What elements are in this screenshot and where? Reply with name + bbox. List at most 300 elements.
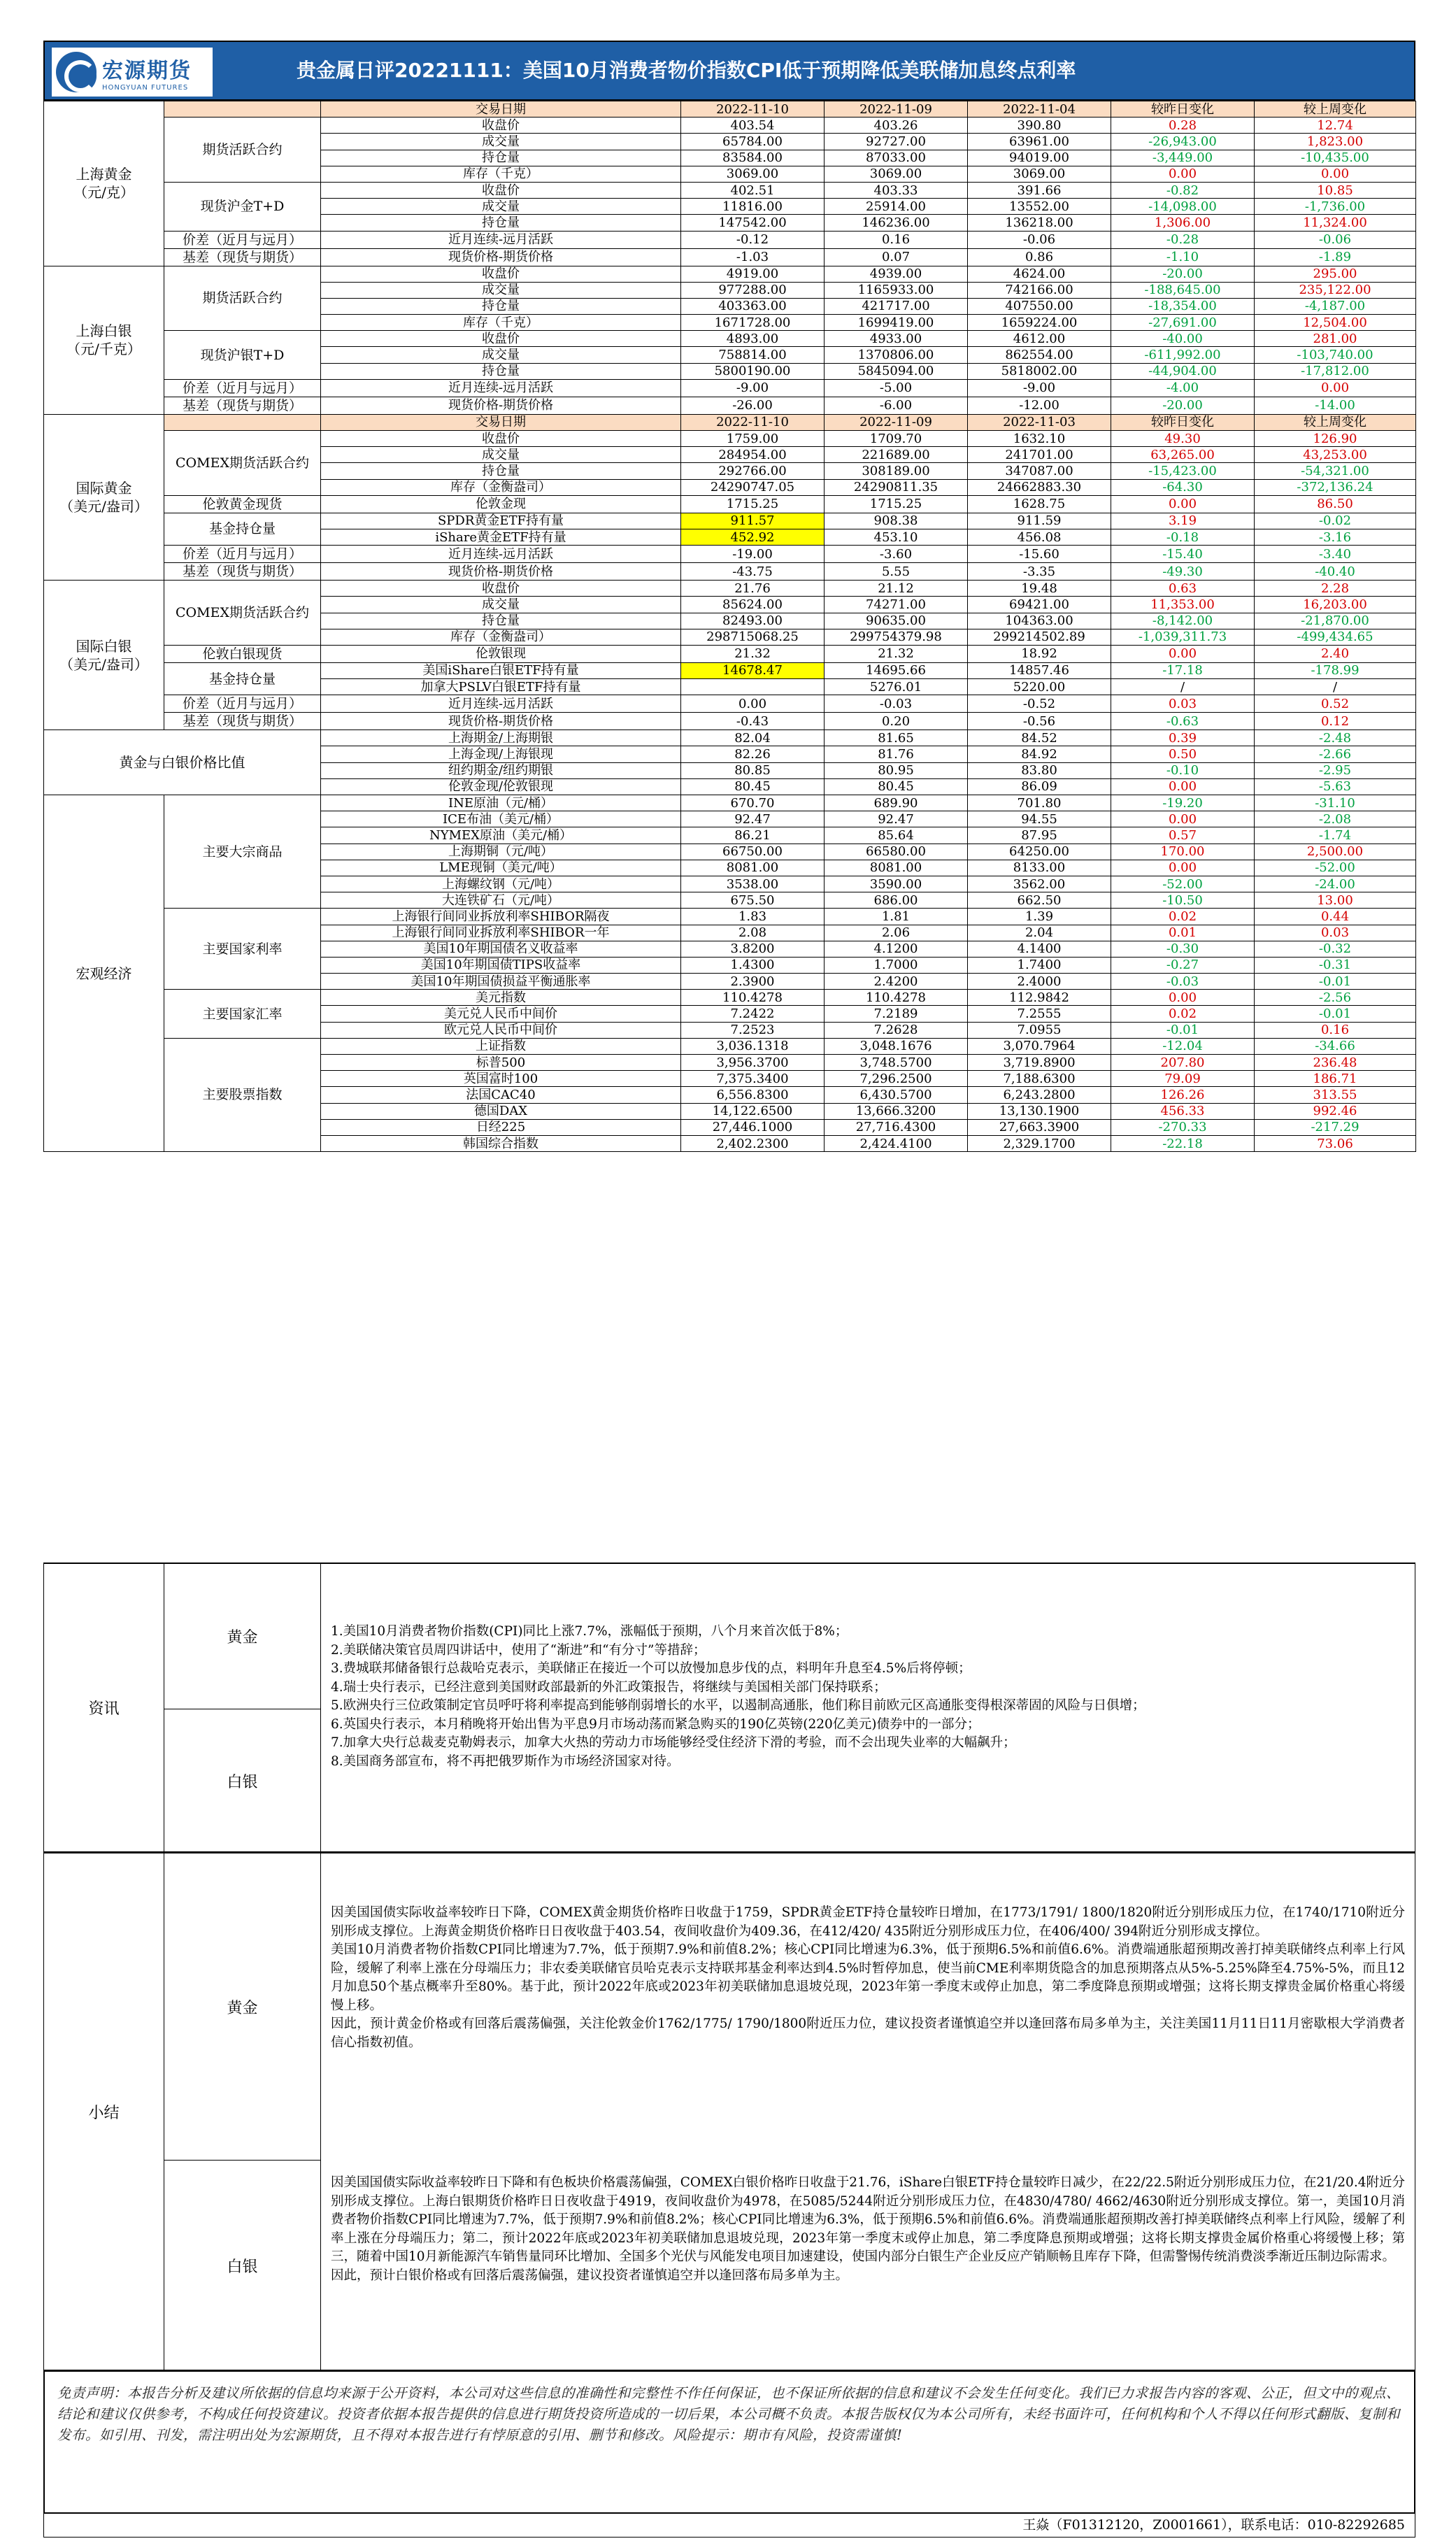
value-cell: 390.80 <box>968 118 1111 134</box>
header-cell: 较上周变化 <box>1255 414 1416 430</box>
header-cell: 较上周变化 <box>1255 101 1416 118</box>
value-cell: -0.02 <box>1255 513 1416 529</box>
value-cell: 104363.00 <box>968 613 1111 629</box>
metric-label: 大连铁矿石（元/吨） <box>321 892 681 909</box>
logo-text-cn: 宏源期货 <box>102 58 192 83</box>
value-cell: 284954.00 <box>681 447 825 463</box>
value-cell: 6,430.5700 <box>825 1087 968 1103</box>
metric-label: 上海银行间同业拆放利率SHIBOR隔夜 <box>321 909 681 925</box>
value-cell: 4939.00 <box>825 266 968 282</box>
metric-label: 德国DAX <box>321 1103 681 1119</box>
table-row <box>44 182 1416 198</box>
metric-label: 加拿大PSLV白银ETF持有量 <box>321 679 681 695</box>
metric-label: ICE布油（美元/桶） <box>321 811 681 827</box>
value-cell: 0.39 <box>1111 730 1255 746</box>
sub-label: 价差（近月与远月） <box>164 231 321 248</box>
value-cell: -3.35 <box>968 563 1111 581</box>
value-cell: 0.00 <box>1255 379 1416 397</box>
table-row <box>44 248 1416 266</box>
report-page <box>43 41 1415 2538</box>
value-cell: 4624.00 <box>968 266 1111 282</box>
value-cell: 0.86 <box>968 248 1111 266</box>
news-item: 7.加拿大央行总裁麦克勒姆表示，加拿大火热的劳动力市场能够经受住经济下滑的考验，而不会出现失业率的大幅飙升； <box>331 1735 1016 1750</box>
value-cell: 8133.00 <box>968 860 1111 876</box>
table-row <box>44 695 1416 713</box>
value-cell: -0.10 <box>1111 762 1255 778</box>
value-cell: -0.03 <box>825 695 968 713</box>
value-cell: -12.04 <box>1111 1038 1255 1054</box>
value-cell: -1.89 <box>1255 248 1416 266</box>
value-cell: -34.66 <box>1255 1038 1416 1054</box>
value-cell: 7.2189 <box>825 1006 968 1022</box>
summary-paragraph: 因此，预计黄金价格或有回落后震荡偏强，关注伦敦金价1762/1775/ 1790/1800附近压力位，建议投资者谨慎追空并以逢回落布局多单为主，关注美国11月11日11月密歇根大学消费者信心指数初值。 <box>331 2016 1405 2050</box>
value-cell: -9.00 <box>968 379 1111 397</box>
value-cell: 3069.00 <box>681 166 825 182</box>
table-row <box>44 513 1416 529</box>
news-item: 6.英国央行表示，本月稍晚将开始出售为平息9月市场动荡而紧急购买的190亿英镑(220亿美元)债券中的一部分； <box>331 1716 980 1732</box>
value-cell: 0.00 <box>1111 860 1255 876</box>
value-cell: 3,048.1676 <box>825 1038 968 1054</box>
value-cell: 292766.00 <box>681 463 825 479</box>
value-cell: 82493.00 <box>681 613 825 629</box>
metric-label: 持仓量 <box>321 613 681 629</box>
value-cell: 407550.00 <box>968 298 1111 314</box>
metric-label: 韩国综合指数 <box>321 1135 681 1151</box>
value-cell: 21.32 <box>681 645 825 662</box>
value-cell: 146236.00 <box>825 215 968 231</box>
value-cell: 403.26 <box>825 118 968 134</box>
value-cell: 1,823.00 <box>1255 134 1416 150</box>
value-cell: 421717.00 <box>825 298 968 314</box>
value-cell: 12.74 <box>1255 118 1416 134</box>
value-cell: 13552.00 <box>968 199 1111 215</box>
value-cell: -3.60 <box>825 546 968 563</box>
metric-label: 现货价格-期货价格 <box>321 248 681 266</box>
value-cell: 11816.00 <box>681 199 825 215</box>
value-cell: 0.44 <box>1255 909 1416 925</box>
metric-label: 持仓量 <box>321 363 681 379</box>
value-cell: -20.00 <box>1111 266 1255 282</box>
value-cell: 83584.00 <box>681 150 825 166</box>
metric-label: 持仓量 <box>321 298 681 314</box>
value-cell: 4.1400 <box>968 941 1111 957</box>
value-cell: 2,402.2300 <box>681 1135 825 1151</box>
value-cell: -10,435.00 <box>1255 150 1416 166</box>
metric-label: iShare黄金ETF持有量 <box>321 529 681 545</box>
value-cell: 0.00 <box>1111 778 1255 795</box>
value-cell: 21.76 <box>681 581 825 597</box>
value-cell: -0.30 <box>1111 941 1255 957</box>
company-logo <box>52 48 213 97</box>
metric-label: 成交量 <box>321 597 681 613</box>
logo-text-en: HONGYUAN FUTURES <box>102 83 189 92</box>
value-cell: 3069.00 <box>825 166 968 182</box>
sub-label: 基金持仓量 <box>164 513 321 545</box>
sub-label: 伦敦白银现货 <box>164 645 321 662</box>
value-cell: 69421.00 <box>968 597 1111 613</box>
sub-label: 现货沪银T+D <box>164 331 321 380</box>
value-cell: 7.2422 <box>681 1006 825 1022</box>
value-cell: -14.00 <box>1255 397 1416 414</box>
value-cell: -0.01 <box>1255 974 1416 990</box>
news-item: 3.费城联邦储备银行总裁哈克表示，美联储正在接近一个可以放慢加息步伐的点，料明年升息至4.5%后将停顿； <box>331 1661 971 1676</box>
value-cell: -15.40 <box>1111 546 1255 563</box>
value-cell: 3069.00 <box>968 166 1111 182</box>
value-cell: 4919.00 <box>681 266 825 282</box>
metric-label: 收盘价 <box>321 581 681 597</box>
value-cell: 92727.00 <box>825 134 968 150</box>
metric-label: 近月连续-远月活跃 <box>321 695 681 713</box>
value-cell: 1699419.00 <box>825 315 968 331</box>
news-silver-label: 白银 <box>164 1709 321 1853</box>
value-cell: 27,716.4300 <box>825 1119 968 1135</box>
news-item: 5.欧洲央行三位政策制定官员呼吁将利率提高到能够削弱增长的水平，以遏制高通胀，他们称目前欧元区高通胀变得根深蒂固的风险与日俱增； <box>331 1698 1145 1713</box>
value-cell: -0.56 <box>968 713 1111 730</box>
value-cell: 13,666.3200 <box>825 1103 968 1119</box>
table-row <box>44 990 1416 1006</box>
metric-label: 收盘价 <box>321 431 681 447</box>
value-cell: 63,265.00 <box>1111 447 1255 463</box>
value-cell: -64.30 <box>1111 479 1255 495</box>
value-cell: -0.82 <box>1111 182 1255 198</box>
value-cell: -26.00 <box>681 397 825 414</box>
value-cell: 1165933.00 <box>825 282 968 298</box>
group-label: 国际黄金 （美元/盎司） <box>44 414 164 580</box>
value-cell: -54,321.00 <box>1255 463 1416 479</box>
summary-paragraph: 因此，预计白银价格或有回落后震荡偏强，建议投资者谨慎追空并以逢回落布局多单为主。 <box>331 2268 849 2283</box>
value-cell: / <box>1111 679 1255 695</box>
value-cell: 24662883.30 <box>968 479 1111 495</box>
sub-label: 主要国家利率 <box>164 909 321 990</box>
value-cell: 80.45 <box>681 778 825 795</box>
value-cell: 3562.00 <box>968 876 1111 892</box>
value-cell: 1659224.00 <box>968 315 1111 331</box>
value-cell: 5845094.00 <box>825 363 968 379</box>
value-cell: -2.66 <box>1255 746 1416 762</box>
value-cell: 27,663.3900 <box>968 1119 1111 1135</box>
value-cell: 908.38 <box>825 513 968 529</box>
table-row <box>44 581 1416 597</box>
summary-paragraph: 因美国国债实际收益率较昨日下降，COMEX黄金期货价格昨日收盘于1759，SPDR黄金ETF持仓量较昨日增加，在1773/1791/ 1800/1820附近分别形成压力位，在1740/1710附近分别形成支撑位。上海黄金期货价格昨日日夜收盘于403.54，夜间收盘价为409.36，在412/420/ 435附近分别形成压力位，在406/400/ 394附近分别形成支撑位。 <box>331 1905 1405 1939</box>
group-label: 上海白银 （元/千克） <box>44 266 164 414</box>
value-cell: 1.7400 <box>968 957 1111 973</box>
value-cell: 14678.47 <box>681 662 825 678</box>
value-cell: 63961.00 <box>968 134 1111 150</box>
table-row <box>44 266 1416 282</box>
sub-label: 价差（近月与远月） <box>164 695 321 713</box>
metric-label: 上海金现/上海银现 <box>321 746 681 762</box>
value-cell: 5800190.00 <box>681 363 825 379</box>
value-cell: 7,188.6300 <box>968 1071 1111 1087</box>
value-cell: 7.0955 <box>968 1022 1111 1038</box>
value-cell: 87.95 <box>968 827 1111 844</box>
value-cell: 402.51 <box>681 182 825 198</box>
value-cell: 911.57 <box>681 513 825 529</box>
value-cell: -15,423.00 <box>1111 463 1255 479</box>
value-cell: 65784.00 <box>681 134 825 150</box>
value-cell: -178.99 <box>1255 662 1416 678</box>
value-cell: 675.50 <box>681 892 825 909</box>
value-cell: -19.20 <box>1111 795 1255 811</box>
value-cell: 12,504.00 <box>1255 315 1416 331</box>
header-cell: 2022-11-03 <box>968 414 1111 430</box>
market-data-table-wrapper <box>43 101 1415 1152</box>
value-cell: 11,324.00 <box>1255 215 1416 231</box>
value-cell: 0.12 <box>1255 713 1416 730</box>
value-cell: 1709.70 <box>825 431 968 447</box>
value-cell: 21.12 <box>825 581 968 597</box>
value-cell: 0.16 <box>1255 1022 1416 1038</box>
value-cell: -40.40 <box>1255 563 1416 581</box>
value-cell: 110.4278 <box>825 990 968 1006</box>
value-cell: 3,956.3700 <box>681 1055 825 1071</box>
value-cell: -0.31 <box>1255 957 1416 973</box>
value-cell: -372,136.24 <box>1255 479 1416 495</box>
value-cell: -52.00 <box>1255 860 1416 876</box>
value-cell: -18,354.00 <box>1111 298 1255 314</box>
value-cell: 24290811.35 <box>825 479 968 495</box>
metric-label: 纽约期金/纽约期银 <box>321 762 681 778</box>
table-row <box>44 331 1416 347</box>
value-cell: -0.06 <box>1255 231 1416 248</box>
metric-label: NYMEX原油（美元/桶） <box>321 827 681 844</box>
value-cell: -6.00 <box>825 397 968 414</box>
value-cell: 84.52 <box>968 730 1111 746</box>
summary-paragraph: 美国10月消费者物价指数CPI同比增速为7.7%，低于预期7.9%和前值8.2%；核心CPI同比增速为6.3%，低于预期6.5%和前值6.6%。消费端通胀超预期改善打掉美联储终点利率上行风险，缓解了利率上涨在分母端压力；非农委美联储官员哈克表示支持联邦基金利率达到4.5%时暂停加息，使当前CME利率期货隐含的加息预期落点从5%-5.25%降至4.75%-5%，而且12月加息50个基点概率升至80%。基于此，预计2022年底或2023年初美联储加息退坡兑现，2023年第一季度末或停止加息，第二季度降息预期或增强；这将长期支撑贵金属价格重心将缓慢上移。 <box>331 1942 1405 2013</box>
value-cell: 2.04 <box>968 925 1111 941</box>
sub-label: 价差（近月与远月） <box>164 546 321 563</box>
value-cell: 86.21 <box>681 827 825 844</box>
sub-label: 基金持仓量 <box>164 662 321 695</box>
value-cell: 662.50 <box>968 892 1111 909</box>
value-cell: 85.64 <box>825 827 968 844</box>
value-cell: 689.90 <box>825 795 968 811</box>
value-cell: 81.76 <box>825 746 968 762</box>
value-cell: -0.63 <box>1111 713 1255 730</box>
value-cell: 2.4000 <box>968 974 1111 990</box>
value-cell: -0.43 <box>681 713 825 730</box>
value-cell: 911.59 <box>968 513 1111 529</box>
metric-label: 伦敦金现/伦敦银现 <box>321 778 681 795</box>
value-cell: -5.00 <box>825 379 968 397</box>
value-cell: -1.74 <box>1255 827 1416 844</box>
value-cell: 391.66 <box>968 182 1111 198</box>
value-cell: 87033.00 <box>825 150 968 166</box>
value-cell: 3,070.7964 <box>968 1038 1111 1054</box>
summary-silver-text <box>331 2174 1405 2285</box>
value-cell: -0.06 <box>968 231 1111 248</box>
value-cell: -24.00 <box>1255 876 1416 892</box>
value-cell: 0.03 <box>1255 925 1416 941</box>
sub-label: 基差（现货与期货） <box>164 248 321 266</box>
sub-label: 伦敦黄金现货 <box>164 495 321 513</box>
value-cell: 11,353.00 <box>1111 597 1255 613</box>
metric-label: 近月连续-远月活跃 <box>321 379 681 397</box>
sub-label: 现货沪金T+D <box>164 182 321 231</box>
value-cell: 14695.66 <box>825 662 968 678</box>
value-cell: -44,904.00 <box>1111 363 1255 379</box>
header-cell: 交易日期 <box>321 414 681 430</box>
analyst-contact: 王焱（F01312120，Z0001661），联系电话：010-82292685 <box>43 2514 1415 2538</box>
value-cell: -31.10 <box>1255 795 1416 811</box>
value-cell: -4.00 <box>1111 379 1255 397</box>
table-row <box>44 431 1416 447</box>
value-cell: 1715.25 <box>825 495 968 513</box>
value-cell: -17,812.00 <box>1255 363 1416 379</box>
value-cell: 49.30 <box>1111 431 1255 447</box>
metric-label: 美国iShare白银ETF持有量 <box>321 662 681 678</box>
value-cell: 0.07 <box>825 248 968 266</box>
value-cell: 94.55 <box>968 811 1111 827</box>
value-cell: 82.04 <box>681 730 825 746</box>
value-cell: 347087.00 <box>968 463 1111 479</box>
value-cell: 10.85 <box>1255 182 1416 198</box>
metric-label: 上海期铜（元/吨） <box>321 844 681 860</box>
value-cell: 403.33 <box>825 182 968 198</box>
summary-label: 小结 <box>44 1853 164 2370</box>
metric-label: 标普500 <box>321 1055 681 1071</box>
metric-label: 现货价格-期货价格 <box>321 563 681 581</box>
value-cell: 16,203.00 <box>1255 597 1416 613</box>
value-cell: -20.00 <box>1111 397 1255 414</box>
value-cell: 5276.01 <box>825 679 968 695</box>
value-cell: 236.48 <box>1255 1055 1416 1071</box>
sub-label: COMEX期货活跃合约 <box>164 431 321 496</box>
value-cell: -2.08 <box>1255 811 1416 827</box>
value-cell: 670.70 <box>681 795 825 811</box>
value-cell: 92.47 <box>681 811 825 827</box>
summary-silver-label: 白银 <box>164 2160 321 2372</box>
metric-label: 库存（千克） <box>321 166 681 182</box>
value-cell: 2.4200 <box>825 974 968 990</box>
table-row <box>44 495 1416 513</box>
value-cell: -3.16 <box>1255 529 1416 545</box>
table-row <box>44 231 1416 248</box>
value-cell: 0.52 <box>1255 695 1416 713</box>
value-cell: -0.28 <box>1111 231 1255 248</box>
value-cell <box>681 679 825 695</box>
value-cell: 742166.00 <box>968 282 1111 298</box>
value-cell: 84.92 <box>968 746 1111 762</box>
value-cell: 7.2628 <box>825 1022 968 1038</box>
value-cell: -3.40 <box>1255 546 1416 563</box>
group-label: 黄金与白银价格比值 <box>44 730 321 795</box>
table-row <box>44 909 1416 925</box>
metric-label: 美元兑人民币中间价 <box>321 1006 681 1022</box>
table-header-row <box>44 414 1416 430</box>
value-cell: 0.00 <box>1111 811 1255 827</box>
sub-label: 期货活跃合约 <box>164 118 321 183</box>
value-cell: 0.00 <box>1255 166 1416 182</box>
value-cell: 90635.00 <box>825 613 968 629</box>
sub-label: 基差（现货与期货） <box>164 563 321 581</box>
metric-label: 成交量 <box>321 282 681 298</box>
value-cell: -2.56 <box>1255 990 1416 1006</box>
value-cell: 80.95 <box>825 762 968 778</box>
value-cell: 8081.00 <box>681 860 825 876</box>
value-cell: 110.4278 <box>681 990 825 1006</box>
sub-label: 主要国家汇率 <box>164 990 321 1039</box>
sub-label: 基差（现货与期货） <box>164 713 321 730</box>
value-cell: 79.09 <box>1111 1071 1255 1087</box>
value-cell: 82.26 <box>681 746 825 762</box>
value-cell: -10.50 <box>1111 892 1255 909</box>
value-cell: 452.92 <box>681 529 825 545</box>
value-cell: -14,098.00 <box>1111 199 1255 215</box>
metric-label: 近月连续-远月活跃 <box>321 231 681 248</box>
value-cell: 3,719.8900 <box>968 1055 1111 1071</box>
value-cell: 74271.00 <box>825 597 968 613</box>
value-cell: 0.50 <box>1111 746 1255 762</box>
group-label: 国际白银 （美元/盎司） <box>44 581 164 730</box>
value-cell: -5.63 <box>1255 778 1416 795</box>
value-cell: 86.09 <box>968 778 1111 795</box>
value-cell: 8081.00 <box>825 860 968 876</box>
value-cell: 83.80 <box>968 762 1111 778</box>
value-cell: -0.03 <box>1111 974 1255 990</box>
value-cell: 3,748.5700 <box>825 1055 968 1071</box>
value-cell: 281.00 <box>1255 331 1416 347</box>
metric-label: 现货价格-期货价格 <box>321 397 681 414</box>
value-cell: -3,449.00 <box>1111 150 1255 166</box>
value-cell: 2.28 <box>1255 581 1416 597</box>
metric-label: 持仓量 <box>321 215 681 231</box>
value-cell: 6,243.2800 <box>968 1087 1111 1103</box>
news-item: 2.美联储决策官员周四讲话中，使用了“渐进”和“有分寸”等措辞； <box>331 1642 706 1658</box>
value-cell: -0.01 <box>1255 1006 1416 1022</box>
metric-label: 库存（千克） <box>321 315 681 331</box>
metric-label: SPDR黄金ETF持有量 <box>321 513 681 529</box>
metric-label: 成交量 <box>321 347 681 363</box>
metric-label: 成交量 <box>321 447 681 463</box>
metric-label: 库存（金衡盎司） <box>321 629 681 645</box>
value-cell: 7.2523 <box>681 1022 825 1038</box>
header-cell: 较昨日变化 <box>1111 101 1255 118</box>
value-cell: 313.55 <box>1255 1087 1416 1103</box>
header-cell: 2022-11-09 <box>825 101 968 118</box>
value-cell: 1628.75 <box>968 495 1111 513</box>
table-row <box>44 1038 1416 1054</box>
value-cell: 403363.00 <box>681 298 825 314</box>
value-cell: 2.40 <box>1255 645 1416 662</box>
group-label: 宏观经济 <box>44 795 164 1152</box>
metric-label: 库存（金衡盎司） <box>321 479 681 495</box>
value-cell: 43,253.00 <box>1255 447 1416 463</box>
value-cell: -17.18 <box>1111 662 1255 678</box>
header-cell: 2022-11-10 <box>681 414 825 430</box>
value-cell: -0.52 <box>968 695 1111 713</box>
value-cell: 80.45 <box>825 778 968 795</box>
value-cell: -499,434.65 <box>1255 629 1416 645</box>
value-cell: 2.3900 <box>681 974 825 990</box>
value-cell: 126.26 <box>1111 1087 1255 1103</box>
metric-label: 收盘价 <box>321 118 681 134</box>
metric-label: 美国10年期国债TIPS收益率 <box>321 957 681 973</box>
value-cell: 5818002.00 <box>968 363 1111 379</box>
value-cell: -0.27 <box>1111 957 1255 973</box>
table-row <box>44 645 1416 662</box>
metric-label: 伦敦金现 <box>321 495 681 513</box>
value-cell: 7,375.3400 <box>681 1071 825 1087</box>
news-items <box>331 1623 1405 1771</box>
table-row <box>44 379 1416 397</box>
value-cell: -611,992.00 <box>1111 347 1255 363</box>
summary-paragraph: 因美国国债实际收益率较昨日下降和有色板块价格震荡偏强，COMEX白银价格昨日收盘于21.76，iShare白银ETF持仓量较昨日减少，在22/22.5附近分别形成压力位，在21/20.4附近分别形成支撑位。上海白银期货价格昨日日夜收盘于4919，夜间收盘价为4978，在5085/5244附近分别形成压力位，在4830/4780/ 4662/4630附近分别形成支撑位。第一，美国10月消费者物价指数CPI同比增速为7.7%，低于预期7.9%和前值8.2%；核心CPI同比增速为6.3%，低于预期6.5%和前值6.6%。消费端通胀超预期改善打掉美联储终点利率上行风险，缓解了利率上涨在分母端压力；第二，预计2022年底或2023年初美联储加息退坡兑现，2023年第一季度末或停止加息，第二季度降息预期或增强；这将长期支撑贵金属价格重心将缓慢上移；第三，随着中国10月新能源汽车销售量同环比增加、全国多个光伏与风能发电项目加速建设，使国内部分白银生产企业反应产销顺畅且库存下降，但需警惕传统消费淡季渐近压制边际需求。 <box>331 2175 1405 2264</box>
value-cell: 0.02 <box>1111 1006 1255 1022</box>
value-cell: 5220.00 <box>968 679 1111 695</box>
news-item: 8.美国商务部宣布，将不再把俄罗斯作为市场经济国家对待。 <box>331 1753 680 1769</box>
value-cell: 3.8200 <box>681 941 825 957</box>
